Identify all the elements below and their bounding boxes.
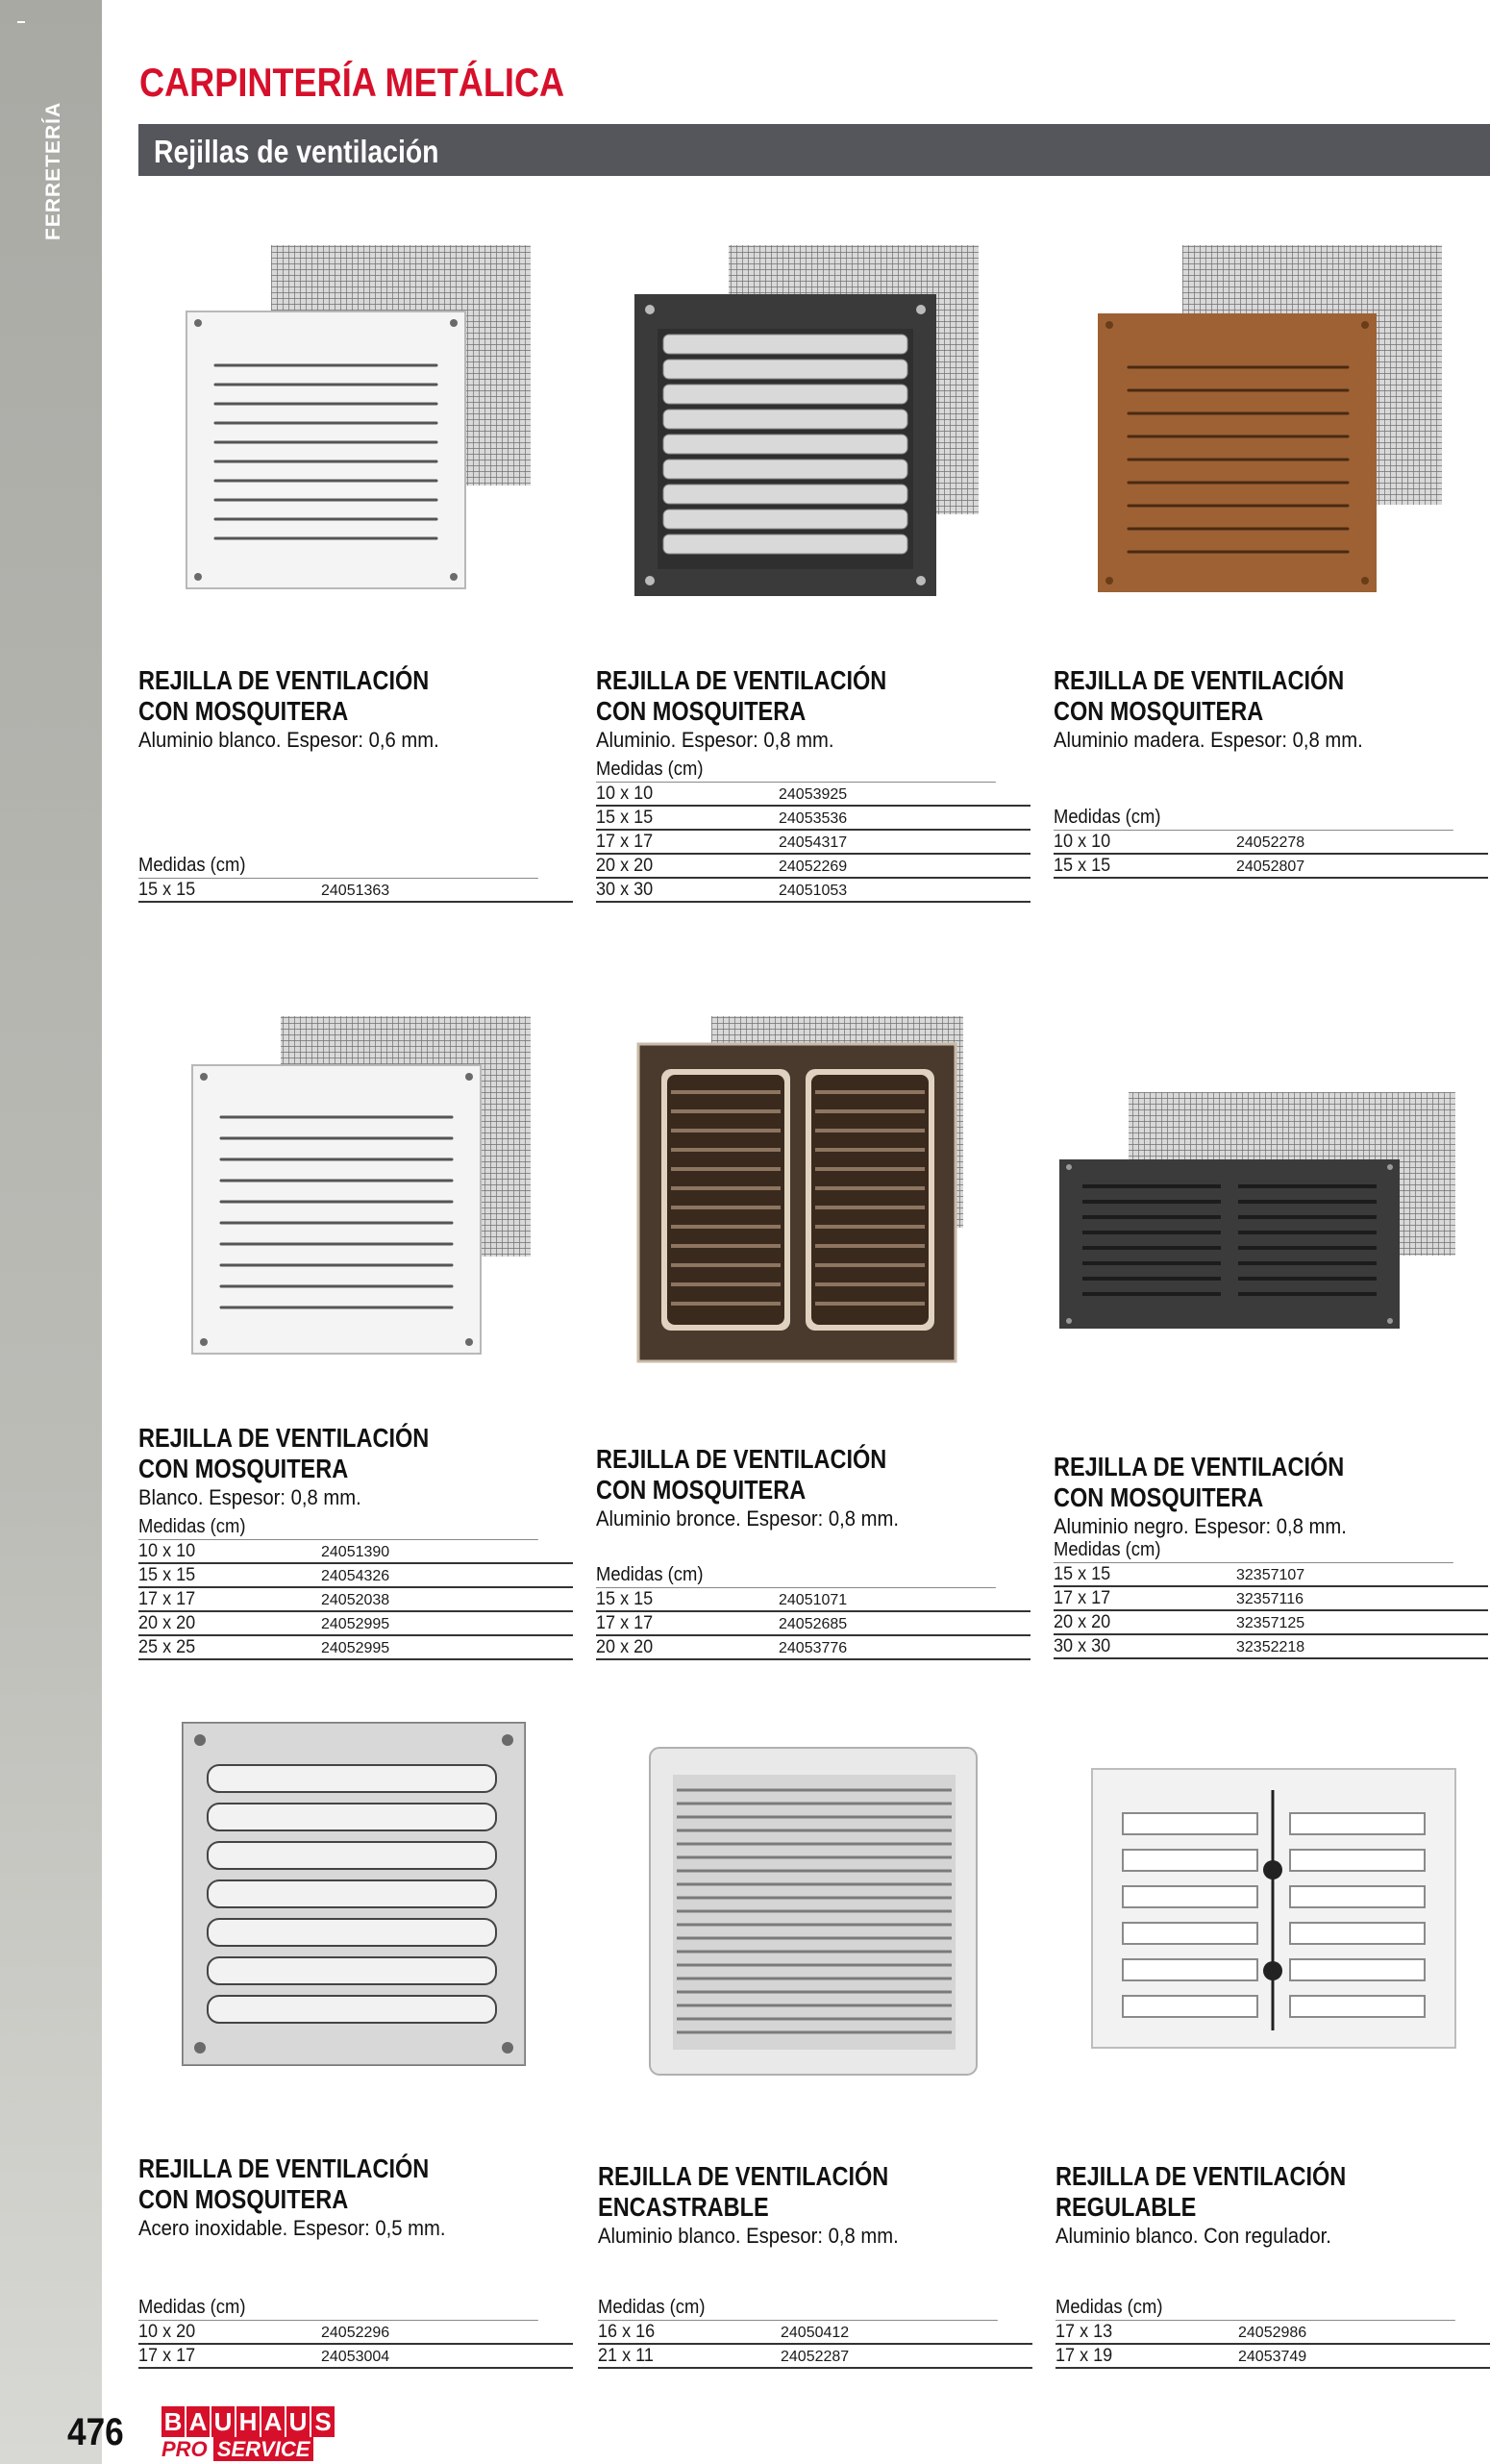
size-table-header: Medidas (cm) (138, 854, 538, 879)
product-name: REJILLA DE VENTILACIÓN (1055, 2161, 1347, 2191)
size-table (596, 1563, 1031, 1660)
table-row (138, 1636, 573, 1660)
product-name: REJILLA DE VENTILACIÓN (596, 1444, 887, 1474)
product-description: Aluminio bronce. Espesor: 0,8 mm. (596, 1506, 899, 1531)
product-code: 24051053 (779, 883, 848, 899)
table-row (138, 1540, 573, 1564)
size-table-header: Medidas (cm) (138, 1515, 538, 1540)
product-code: 32357125 (1236, 1615, 1305, 1631)
brand-letter: S (311, 2406, 335, 2437)
product-name: ENCASTRABLE (598, 2192, 769, 2222)
product-code: 24051363 (321, 883, 390, 899)
aluminium-vent-with-mesh-image (633, 240, 988, 596)
size-dimension: 15 x 15 (596, 1589, 654, 1609)
product-card (138, 1423, 573, 1673)
size-table-header: Medidas (cm) (596, 758, 996, 783)
product-code: 32357107 (1236, 1567, 1305, 1583)
page-title: CARPINTERÍA METÁLICA (139, 60, 565, 105)
brand-letter: U (211, 2406, 235, 2437)
table-row (596, 807, 1031, 831)
size-table (138, 854, 573, 903)
product-code: 24052269 (779, 859, 848, 875)
product-code: 24053536 (779, 810, 848, 827)
table-row (138, 879, 573, 903)
size-dimension: 10 x 20 (138, 2322, 196, 2342)
size-dimension: 17 x 19 (1055, 2346, 1113, 2366)
brand-letter: A (261, 2406, 285, 2437)
built-in-white-vent-image (648, 1746, 981, 2078)
bronze-vent-with-mesh-image (636, 1011, 982, 1367)
size-dimension: 15 x 15 (138, 880, 196, 900)
table-row (138, 2345, 573, 2369)
product-card (596, 1444, 1031, 1675)
size-dimension: 10 x 10 (138, 1541, 196, 1561)
table-row (596, 855, 1031, 879)
size-dimension: 17 x 17 (138, 1589, 196, 1609)
product-name: REJILLA DE VENTILACIÓN (596, 665, 887, 695)
size-dimension: 16 x 16 (598, 2322, 656, 2342)
size-dimension: 10 x 10 (1054, 832, 1111, 852)
product-card (138, 2153, 573, 2375)
table-row (1054, 1587, 1488, 1611)
size-table-header: Medidas (cm) (1054, 806, 1453, 831)
size-dimension: 20 x 20 (596, 856, 654, 876)
product-name: CON MOSQUITERA (138, 696, 349, 726)
table-row (596, 831, 1031, 855)
size-table (138, 2296, 573, 2369)
product-name: CON MOSQUITERA (138, 1454, 349, 1483)
size-dimension: 30 x 30 (596, 880, 654, 900)
product-name: CON MOSQUITERA (1054, 696, 1264, 726)
product-description: Aluminio madera. Espesor: 0,8 mm. (1054, 728, 1363, 752)
product-code: 24052038 (321, 1592, 390, 1608)
product-card (596, 665, 1031, 915)
size-dimension: 21 x 11 (598, 2346, 654, 2366)
product-code: 32352218 (1236, 1639, 1305, 1655)
product-description: Aluminio blanco. Con regulador. (1055, 2224, 1331, 2248)
size-dimension: 15 x 15 (596, 808, 654, 828)
size-dimension: 25 x 25 (138, 1637, 196, 1657)
page-number: 476 (67, 2411, 124, 2453)
product-code: 24052995 (321, 1616, 390, 1632)
size-table (1054, 1538, 1488, 1659)
product-code: 24052287 (781, 2349, 850, 2365)
size-table (138, 1515, 573, 1660)
adjustable-white-vent-image (1090, 1767, 1459, 2052)
product-name: REJILLA DE VENTILACIÓN (138, 2153, 430, 2183)
table-row (1054, 1635, 1488, 1659)
table-row (138, 1612, 573, 1636)
product-code: 24052807 (1236, 859, 1305, 875)
size-dimension: 15 x 15 (138, 1565, 196, 1585)
wood-vent-with-mesh-image (1096, 240, 1452, 596)
size-dimension: 15 x 15 (1054, 856, 1111, 876)
product-code: 32357116 (1236, 1591, 1304, 1607)
product-name: CON MOSQUITERA (596, 1475, 807, 1505)
size-dimension: 17 x 13 (1055, 2322, 1113, 2342)
product-card (138, 665, 573, 906)
product-name: REJILLA DE VENTILACIÓN (138, 665, 430, 695)
product-name: REJILLA DE VENTILACIÓN (1054, 1452, 1345, 1481)
table-row (598, 2321, 1032, 2345)
size-table (598, 2296, 1032, 2369)
product-code: 24054326 (321, 1568, 390, 1584)
product-description: Aluminio negro. Espesor: 0,8 mm. (1054, 1514, 1347, 1538)
product-name: CON MOSQUITERA (596, 696, 807, 726)
product-name: REJILLA DE VENTILACIÓN (598, 2161, 889, 2191)
brand-wordmark (161, 2406, 335, 2437)
table-row (598, 2345, 1032, 2369)
size-dimension: 20 x 20 (138, 1613, 196, 1633)
product-description: Aluminio. Espesor: 0,8 mm. (596, 728, 834, 752)
white-vent-with-mesh-image (190, 1011, 536, 1357)
brand-subline (161, 2439, 354, 2460)
product-code: 24053004 (321, 2349, 390, 2365)
brand-letter: B (161, 2406, 185, 2437)
table-row (138, 1564, 573, 1588)
product-code: 24052296 (321, 2325, 390, 2341)
size-dimension: 17 x 17 (596, 1613, 654, 1633)
size-table-header: Medidas (cm) (1055, 2296, 1455, 2321)
table-row (1055, 2345, 1490, 2369)
product-description: Aluminio blanco. Espesor: 0,8 mm. (598, 2224, 899, 2248)
stainless-steel-vent-image (181, 1721, 529, 2069)
brand-letter: H (236, 2406, 260, 2437)
product-card (598, 2161, 1032, 2382)
size-table-header: Medidas (cm) (596, 1563, 996, 1588)
product-card (1054, 1452, 1488, 1682)
product-card (1055, 2161, 1490, 2382)
brand-pro: PRO (161, 2437, 208, 2461)
table-row (138, 2321, 573, 2345)
product-code: 24053749 (1238, 2349, 1307, 2365)
sidebar-category-label: FERRETERÍA (42, 101, 64, 240)
product-name: REGULABLE (1055, 2192, 1197, 2222)
brand-letter: A (186, 2406, 210, 2437)
sidebar-mark (17, 21, 25, 23)
product-code: 24053776 (779, 1640, 848, 1656)
size-table (596, 758, 1031, 903)
size-table-header: Medidas (cm) (598, 2296, 998, 2321)
size-table (1055, 2296, 1490, 2369)
table-row (596, 783, 1031, 807)
size-dimension: 15 x 15 (1054, 1564, 1111, 1584)
product-description: Aluminio blanco. Espesor: 0,6 mm. (138, 728, 439, 752)
black-vent-with-mesh-image (1057, 1086, 1461, 1332)
product-description: Acero inoxidable. Espesor: 0,5 mm. (138, 2216, 446, 2240)
size-dimension: 20 x 20 (1054, 1612, 1111, 1632)
product-code: 24051071 (779, 1592, 848, 1608)
product-code: 24053925 (779, 786, 848, 803)
product-name: CON MOSQUITERA (1054, 1482, 1264, 1512)
table-row (1054, 1611, 1488, 1635)
table-row (1054, 1563, 1488, 1587)
product-code: 24052986 (1238, 2325, 1307, 2341)
size-table-header: Medidas (cm) (138, 2296, 538, 2321)
product-name: REJILLA DE VENTILACIÓN (1054, 665, 1345, 695)
product-code: 24052278 (1236, 834, 1305, 851)
size-dimension: 20 x 20 (596, 1637, 654, 1657)
size-table (1054, 806, 1488, 879)
product-name: REJILLA DE VENTILACIÓN (138, 1423, 430, 1453)
table-row (596, 1612, 1031, 1636)
section-title: Rejillas de ventilación (154, 134, 439, 169)
product-description: Blanco. Espesor: 0,8 mm. (138, 1485, 361, 1509)
table-row (596, 1636, 1031, 1660)
product-code: 24054317 (779, 834, 848, 851)
size-dimension: 17 x 17 (1054, 1588, 1111, 1608)
product-code: 24052995 (321, 1640, 390, 1656)
bauhaus-pro-service-logo (161, 2406, 354, 2460)
product-name: CON MOSQUITERA (138, 2184, 349, 2214)
table-row (1055, 2321, 1490, 2345)
size-dimension: 30 x 30 (1054, 1636, 1111, 1656)
sidebar-strip (0, 0, 102, 2464)
table-row (596, 1588, 1031, 1612)
size-dimension: 17 x 17 (138, 2346, 196, 2366)
product-code: 24050412 (781, 2325, 850, 2341)
white-vent-with-mesh-image (185, 240, 540, 596)
section-header (138, 124, 1490, 176)
table-row (1054, 855, 1488, 879)
brand-service: SERVICE (213, 2437, 314, 2461)
size-dimension: 10 x 10 (596, 784, 654, 804)
product-card (1054, 665, 1488, 915)
size-dimension: 17 x 17 (596, 832, 654, 852)
product-code: 24051390 (321, 1544, 390, 1560)
table-row (138, 1588, 573, 1612)
size-table-header: Medidas (cm) (1054, 1538, 1453, 1563)
brand-letter: U (286, 2406, 310, 2437)
table-row (596, 879, 1031, 903)
table-row (1054, 831, 1488, 855)
product-code: 24052685 (779, 1616, 848, 1632)
